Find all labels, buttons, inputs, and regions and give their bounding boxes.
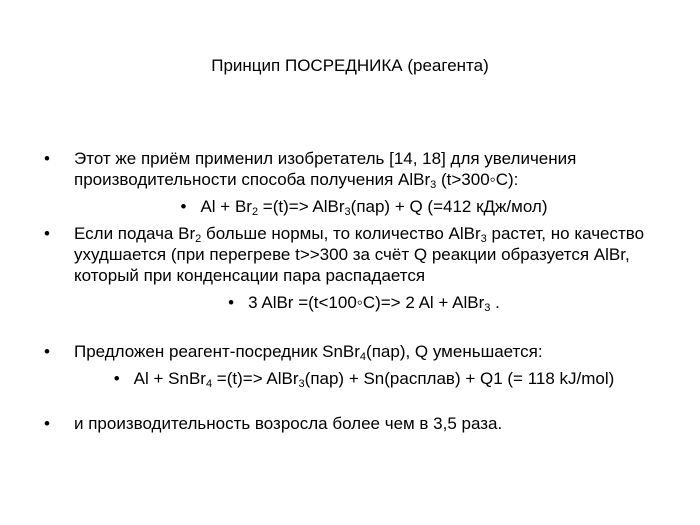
equation-text: =(t)=> AlBr (258, 197, 345, 216)
bullet-icon: • (44, 414, 50, 433)
bullet-item-overheat (44, 223, 664, 286)
equation-synthesis (44, 196, 664, 217)
bullet-icon: • (113, 369, 120, 388)
equation-reagent-reaction (44, 368, 664, 389)
equation-text: (пар) + Sn(расплав) + Q1 (= 118 kJ/mol) (304, 369, 615, 388)
bullet-text: Этот же приём применил изобретатель [14, 18] для увеличения производительности способа получения AlBr (74, 149, 577, 189)
bullet-item-reagent (44, 341, 664, 362)
subscript: 3 (484, 302, 491, 314)
subscript: 4 (205, 378, 213, 390)
bullet-text: (t>300◦C): (436, 170, 519, 189)
subscript: 3 (430, 179, 437, 191)
subscript: 4 (359, 351, 367, 363)
bullet-icon: • (180, 197, 187, 216)
subscript: 3 (298, 378, 305, 390)
subscript: 2 (195, 233, 202, 245)
equation-text: 3 AlBr =(t<100◦C)=> 2 Al + AlBr (248, 293, 485, 312)
equation-text: (пар) + Q (=412 кДж/мол) (350, 197, 548, 216)
subscript: 3 (480, 233, 487, 245)
bullet-text: больше нормы, то количество AlBr (201, 224, 481, 243)
bullet-text: (пар), Q уменьшается: (366, 342, 543, 361)
equation-text: Al + SnBr (133, 369, 206, 388)
bullet-text: растет, но качество ухудшается (при перегреве t>>300 за счёт Q реакции образуется AlBr, который при конденсации пара распадается (74, 224, 645, 285)
bullet-icon: • (228, 293, 235, 312)
equation-text: Al + Br (200, 197, 252, 216)
equation-text: =(t)=> AlBr (212, 369, 299, 388)
bullet-item-productivity (44, 413, 664, 434)
subscript: 3 (344, 206, 351, 218)
slide-title: Принцип ПОСРЕДНИКА (реагента) (211, 56, 489, 75)
bullet-text: Предложен реагент-посредник SnBr (74, 342, 360, 361)
bullet-text: Если подача Br (74, 224, 196, 243)
equation-text: . (490, 293, 500, 312)
subscript: 2 (251, 206, 259, 218)
bullet-icon: • (44, 149, 50, 168)
bullet-icon: • (44, 342, 50, 361)
slide-content (44, 148, 664, 434)
bullet-icon: • (44, 224, 50, 243)
equation-decomposition (44, 292, 664, 313)
bullet-item-inventor (44, 148, 664, 190)
bullet-text: и производительность возросла более чем в 3,5 раза. (74, 414, 503, 433)
